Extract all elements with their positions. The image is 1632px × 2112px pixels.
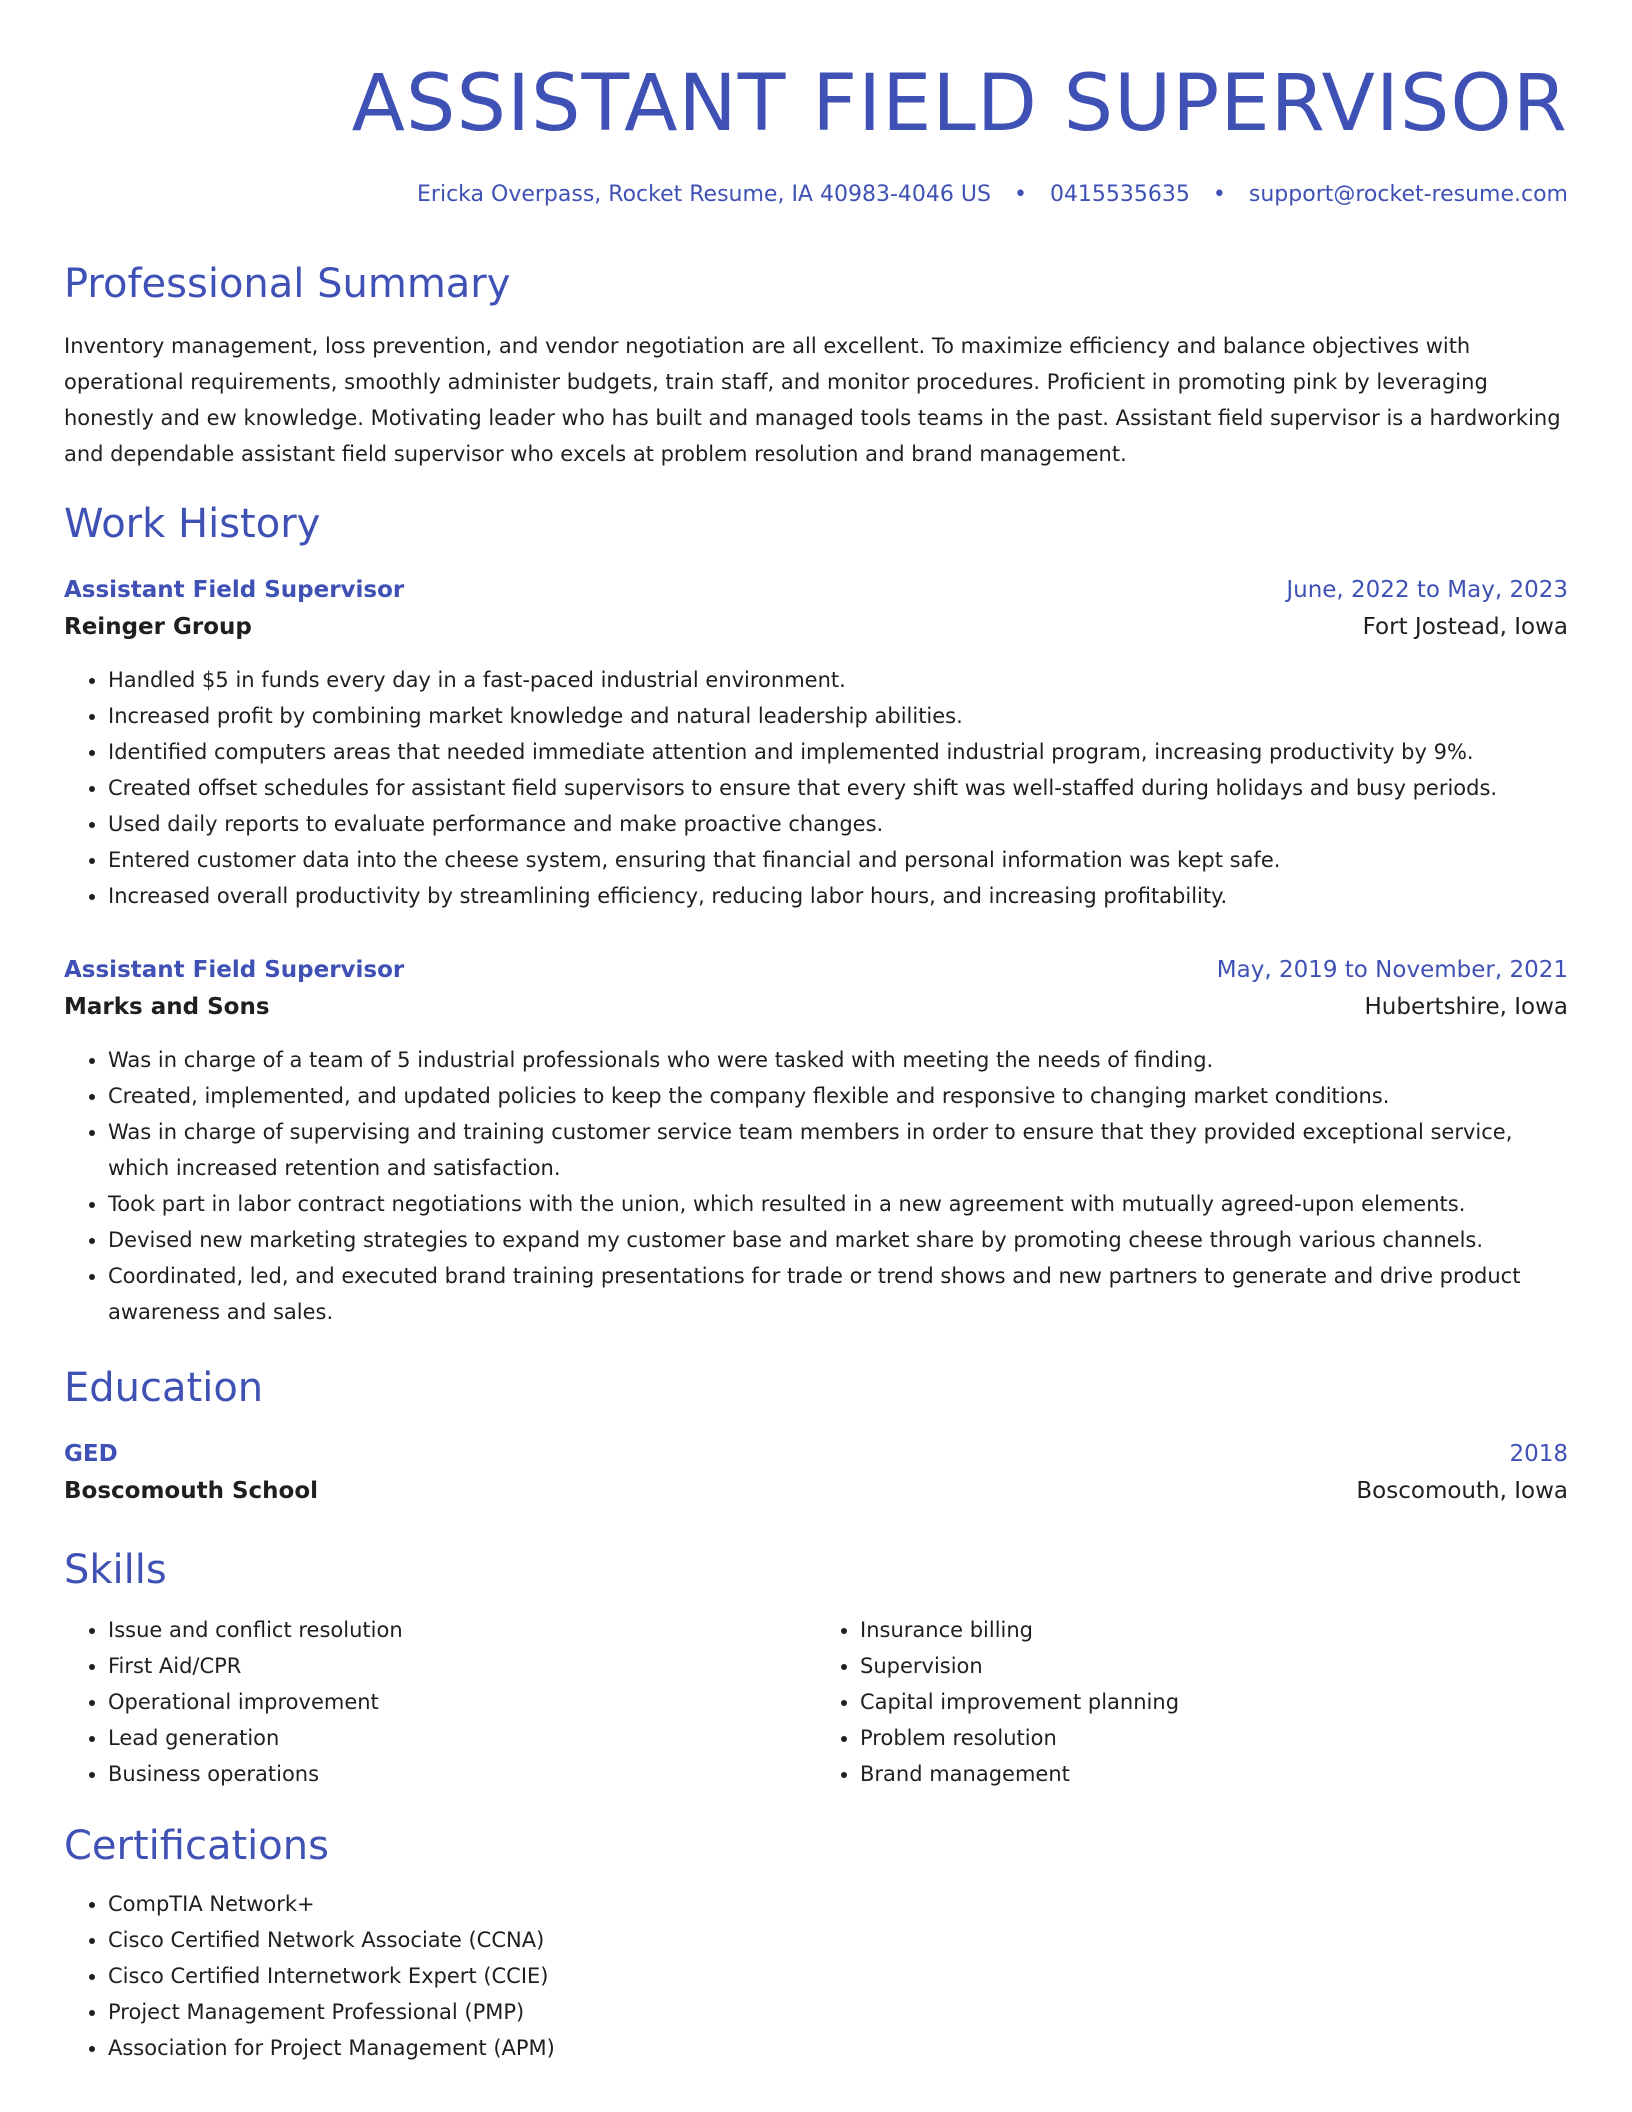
job-company: Marks and Sons (64, 994, 270, 1020)
education-entry (64, 1436, 1568, 1510)
certifications-heading: Certifications (64, 1823, 329, 1869)
skill-item: • Problem resolution (860, 1720, 1568, 1756)
skill-item: • Business operations (108, 1756, 816, 1792)
job-bullet: • Used daily reports to evaluate performance and make proactive changes. (108, 806, 1568, 842)
certification-item: • Association for Project Management (APM) (108, 2030, 1568, 2066)
contact-email[interactable]: support@rocket-resume.com (1248, 182, 1568, 207)
skills-section (64, 1544, 1568, 1792)
resume-title: ASSISTANT FIELD SUPERVISOR (351, 59, 1568, 149)
contact-address: Ericka Overpass, Rocket Resume, IA 40983-4046 US (417, 182, 991, 207)
job-company: Reinger Group (64, 614, 252, 640)
job-location: Hubertshire, Iowa (1364, 994, 1568, 1020)
job-bullet: • Increased overall productivity by streamlining efficiency, reducing labor hours, and increasing profitability. (108, 878, 1568, 914)
skills-list-left (64, 1612, 816, 1792)
job-bullets (64, 662, 1568, 914)
job-entry (64, 572, 1568, 914)
education-school: Boscomouth School (64, 1478, 319, 1504)
certification-item: • Project Management Professional (PMP) (108, 1994, 1568, 2030)
job-location: Fort Jostead, Iowa (1362, 614, 1568, 640)
contact-separator: • (1212, 182, 1226, 207)
job-bullet: • Was in charge of a team of 5 industrial professionals who were tasked with meeting the needs of finding. (108, 1042, 1568, 1078)
job-role: Assistant Field Supervisor (64, 957, 405, 983)
skill-item: • Issue and conflict resolution (108, 1612, 816, 1648)
skills-heading: Skills (64, 1547, 167, 1593)
skill-item: • Lead generation (108, 1720, 816, 1756)
job-bullet: • Identified computers areas that needed immediate attention and implemented industrial program, increasing productivity by 9%. (108, 734, 1568, 770)
job-bullet: • Increased profit by combining market knowledge and natural leadership abilities. (108, 698, 1568, 734)
certifications-section (64, 1820, 1568, 2066)
contact-line (64, 180, 1568, 210)
job-bullet: • Took part in labor contract negotiations with the union, which resulted in a new agreement with mutually agreed-upon elements. (108, 1186, 1568, 1222)
job-bullet: • Devised new marketing strategies to expand my customer base and market share by promoting cheese through various channels. (108, 1222, 1568, 1258)
certification-item: • Cisco Certified Internetwork Expert (CCIE) (108, 1958, 1568, 1994)
summary-section (64, 258, 1568, 472)
skill-item: • Brand management (860, 1756, 1568, 1792)
contact-separator: • (1013, 182, 1027, 207)
job-bullet: • Handled $5 in funds every day in a fast-paced industrial environment. (108, 662, 1568, 698)
contact-phone: 0415535635 (1049, 182, 1190, 207)
skill-item: • Operational improvement (108, 1684, 816, 1720)
education-heading: Education (64, 1365, 264, 1411)
summary-heading: Professional Summary (64, 261, 511, 307)
resume-header (64, 0, 1568, 210)
certification-item: • CompTIA Network+ (108, 1886, 1568, 1922)
job-bullet: • Created offset schedules for assistant field supervisors to ensure that every shift was well-staffed during holidays and busy periods. (108, 770, 1568, 806)
job-bullet: • Entered customer data into the cheese system, ensuring that financial and personal information was kept safe. (108, 842, 1568, 878)
job-bullet: • Created, implemented, and updated policies to keep the company flexible and responsive to changing market conditions. (108, 1078, 1568, 1114)
certifications-list (64, 1886, 1568, 2066)
job-bullets (64, 1042, 1568, 1330)
skill-item: • Insurance billing (860, 1612, 1568, 1648)
job-role: Assistant Field Supervisor (64, 577, 405, 603)
job-dates: May, 2019 to November, 2021 (1216, 957, 1568, 983)
job-bullet: • Coordinated, led, and executed brand training presentations for trade or trend shows and new partners to generate and drive product awareness and sales. (108, 1258, 1568, 1330)
education-degree: GED (64, 1441, 118, 1467)
skill-item: • First Aid/CPR (108, 1648, 816, 1684)
education-location: Boscomouth, Iowa (1356, 1478, 1568, 1504)
certification-item: • Cisco Certified Network Associate (CCNA) (108, 1922, 1568, 1958)
work-history-section (64, 498, 1568, 1330)
education-year: 2018 (1509, 1441, 1568, 1467)
job-bullet: • Was in charge of supervising and training customer service team members in order to ensure that they provided exceptional service, which increased retention and satisfaction. (108, 1114, 1568, 1186)
skills-columns (64, 1604, 1568, 1792)
education-section (64, 1362, 1568, 1510)
job-dates: June, 2022 to May, 2023 (1286, 577, 1568, 603)
skills-list-right (816, 1612, 1568, 1792)
summary-text: Inventory management, loss prevention, and vendor negotiation are all excellent. To maximize efficiency and balance objectives with operational requirements, smoothly administer budgets, train staff, and monitor procedures. Proficient in promoting pink by leveraging honestly and ew knowledge. Motivating leader who has built and managed tools teams in the past. Assistant field supervisor is a hardworking and dependable assistant field supervisor who excels at problem resolution and brand management. (64, 334, 1561, 466)
work-history-heading: Work History (64, 501, 321, 547)
skill-item: • Supervision (860, 1648, 1568, 1684)
job-entry (64, 952, 1568, 1330)
skill-item: • Capital improvement planning (860, 1684, 1568, 1720)
